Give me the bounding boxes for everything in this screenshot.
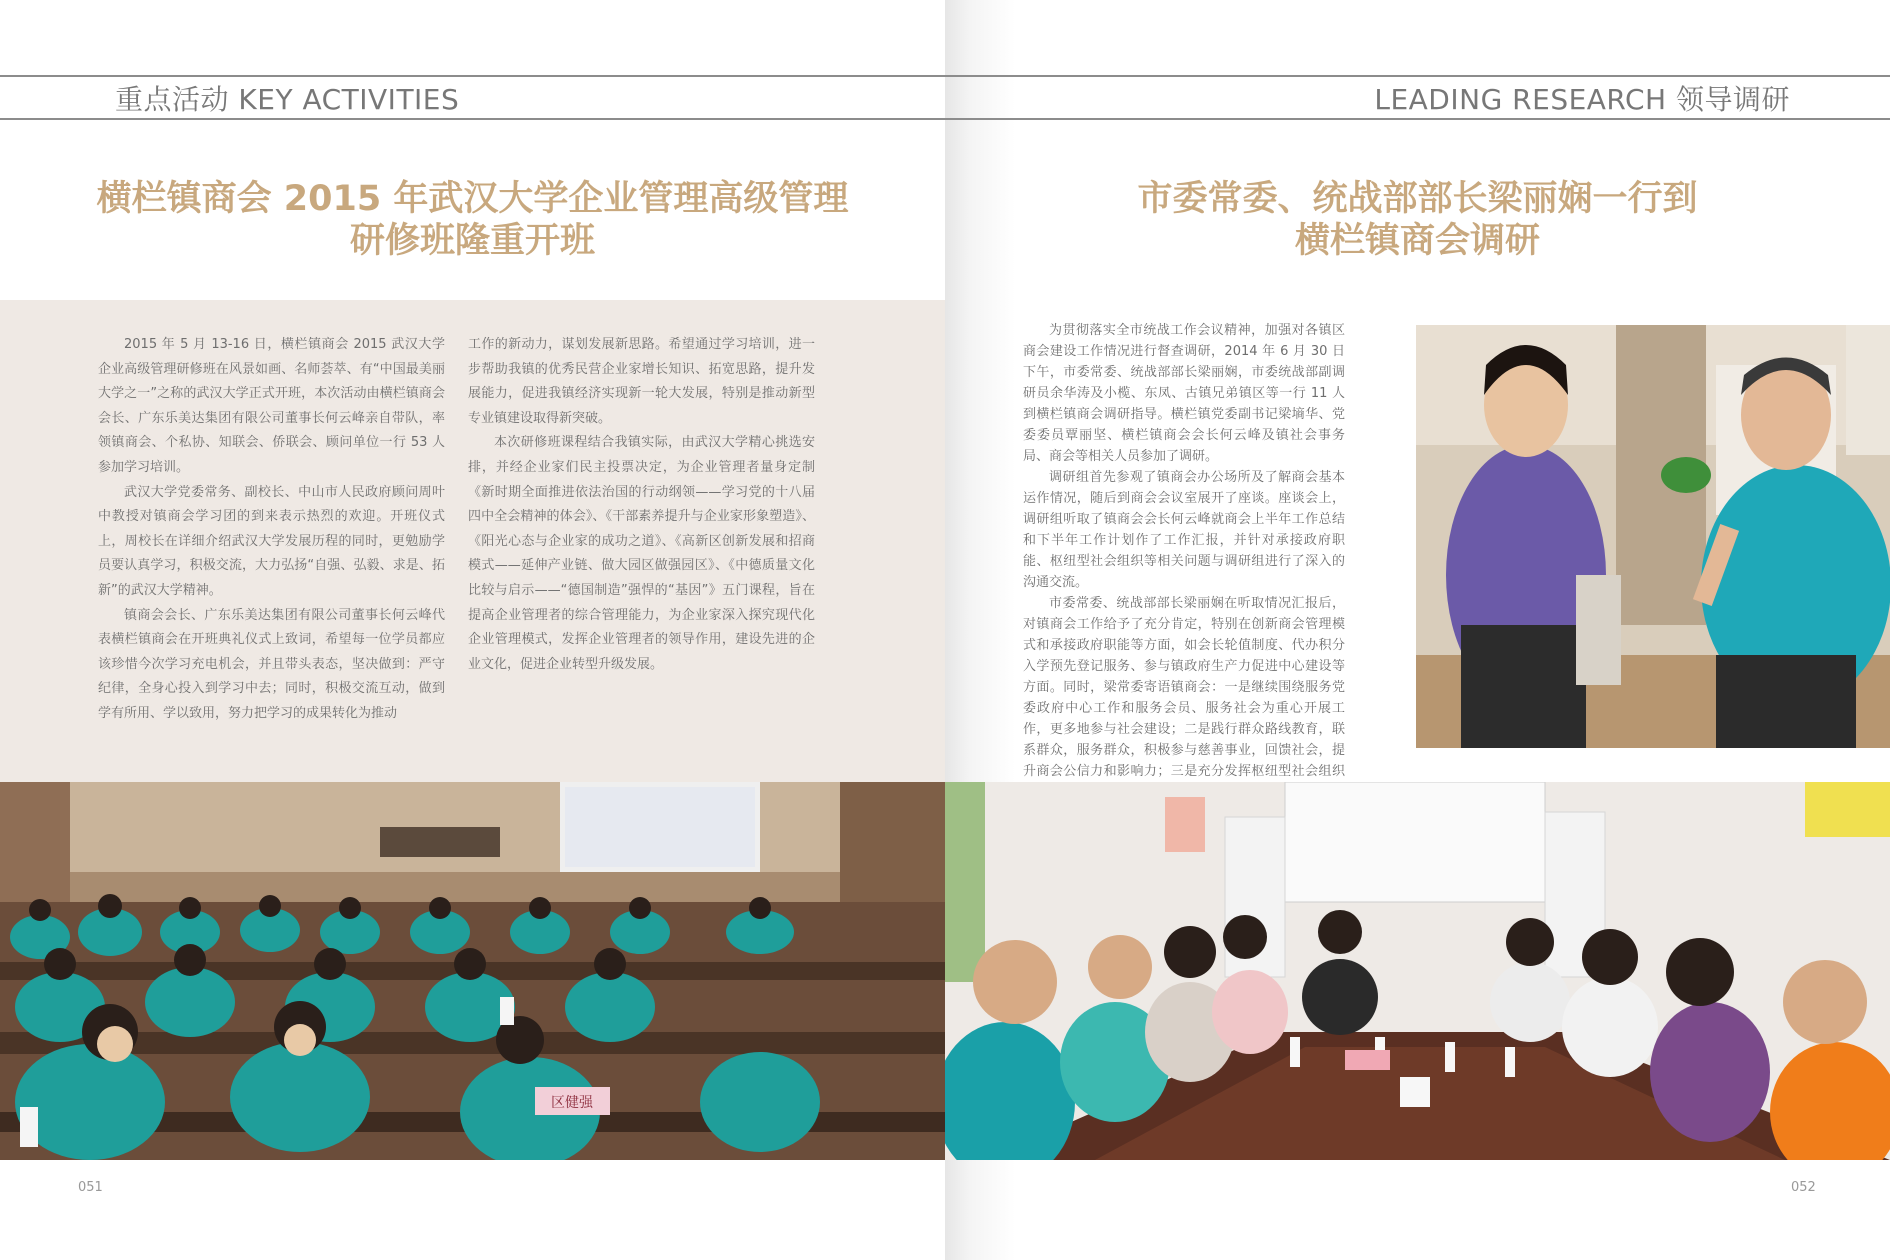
body-column-1 — [98, 333, 445, 727]
paragraph: 镇商会会长、广东乐美达集团有限公司董事长何云峰代表横栏镇商会在开班典礼仪式上致词，希望每一位学员都应该珍惜今次学习充电机会，并且带头表态，坚决做到：严守纪律，全身心投入到学习中去；同时，积极交流互动，做到学有所用、学以致用，努力把学习的成果转化为推动 — [98, 607, 445, 721]
article-title-right — [1005, 178, 1830, 262]
paragraph: 2015 年 5 月 13-16 日，横栏镇商会 2015 武汉大学企业高级管理研修班在风景如画、名师荟萃、有“中国最美丽大学之一”之称的武汉大学正式开班，本次活动由横栏镇商会会长、广东乐美达集团有限公司董事长何云峰亲自带队，率领镇商会、个私协、知联会、侨联会、顾问单位一行 53 人参加学习培训。 — [98, 337, 445, 475]
title-line-2: 横栏镇商会调研 — [1294, 221, 1540, 261]
section-label-right: LEADING RESEARCH 领导调研 — [1374, 83, 1790, 116]
officials-photo — [1416, 325, 1890, 748]
paragraph: 调研组首先参观了镇商会办公场所及了解商会基本运作情况，随后到商会会议室展开了座谈。座谈会上，调研组听取了镇商会会长何云峰就商会上半年工作总结和下半年工作计划作了工作汇报，并针对承接政府职能、枢纽型社会组织等相关问题与调研组进行了深入的沟通交流。 — [1023, 470, 1345, 590]
meeting-photo — [945, 782, 1890, 1160]
header-bottom-rule — [945, 118, 1890, 120]
article-title-left — [60, 178, 885, 262]
title-line-2: 研修班隆重开班 — [349, 221, 595, 261]
paragraph: 市委常委、统战部部长梁丽娴在听取情况汇报后，对镇商会工作给予了充分肯定，特别在创新商会管理模式和承接政府职能等方面，如会长轮值制度、代办积分入学预先登记服务、参与镇政府生产力促进中心建设等方面。同时，梁常委寄语镇商会：一是继续围绕服务党委政府中心工作和服务会员、服务社会为重心开展工作，更多地参与社会建设；二是践行群众路线教育，联系群众，服务群众，积极参与慈善事业，回馈社会，提升商会公信力和影响力；三是充分发挥枢纽型社会组织 — [1023, 596, 1345, 779]
page-number-right: 052 — [1791, 1180, 1816, 1195]
right-page — [945, 0, 1890, 1260]
paragraph: 武汉大学党委常务、副校长、中山市人民政府顾问周叶中教授对镇商会学习团的到来表示热烈的欢迎。开班仪式上，周校长在详细介绍武汉大学发展历程的同时，更勉励学员要认真学习，积极交流，大力弘扬“自强、弘毅、求是、拓新”的武汉大学精神。 — [98, 484, 445, 598]
name-plate-text: 区健强 — [551, 1095, 593, 1111]
classroom-photo — [0, 782, 945, 1160]
header-bottom-rule — [0, 118, 945, 120]
title-line-1: 市委常委、统战部部长梁丽娴一行到 — [1137, 179, 1698, 219]
paragraph: 本次研修班课程结合我镇实际，由武汉大学精心挑选安排，并经企业家们民主投票决定，为企业管理者量身定制《新时期全面推进依法治国的行动纲领——学习党的十八届四中全会精神的体会》、《干部素养提升与企业家形象塑造》、《阳光心态与企业家的成功之道》、《高新区创新发展和招商模式——延伸产业链、做大园区做强园区》、《中德质量文化比较与启示——“德国制造”强悍的“基因”》五门课程，旨在提高企业管理者的综合管理能力，为企业家深入探究现代化企业管理模式，发挥企业管理者的领导作用，建设先进的企业文化，促进企业转型升级发展。 — [468, 435, 815, 672]
body-column-2 — [468, 333, 815, 677]
header-top-rule — [945, 75, 1890, 77]
body-column — [1023, 320, 1345, 824]
section-label-left: 重点活动 KEY ACTIVITIES — [115, 83, 460, 116]
paragraph: 工作的新动力，谋划发展新思路。希望通过学习培训，进一步帮助我镇的优秀民营企业家增长知识、拓宽思路，提升发展能力，促进我镇经济实现新一轮大发展，特别是推动新型专业镇建设取得新突破。 — [468, 337, 815, 426]
title-line-1: 横栏镇商会 2015 年武汉大学企业管理高级管理 — [96, 179, 849, 219]
paragraph: 为贯彻落实全市统战工作会议精神，加强对各镇区商会建设工作情况进行督查调研，2014 年 6 月 30 日下午，市委常委、统战部部长梁丽娴，市委统战部副调研员余华涛及小榄、东凤、古镇兄弟镇区等一行 11 人到横栏镇商会调研指导。横栏镇党委副书记梁墒华、党委委员覃丽坚、横栏镇商会会长何云峰及镇社会事务局、商会等相关人员参加了调研。 — [1023, 323, 1345, 464]
page-number-left: 051 — [78, 1180, 103, 1195]
header-top-rule — [0, 75, 945, 77]
